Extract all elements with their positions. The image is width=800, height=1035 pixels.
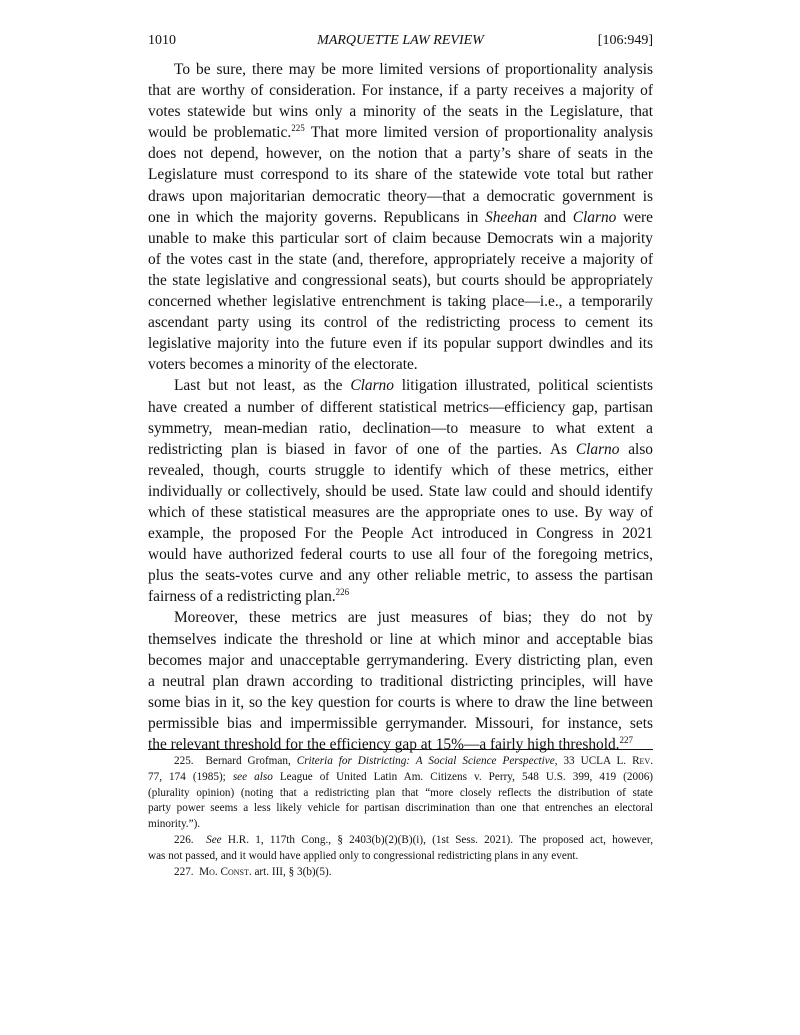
text-run: voters becomes a minority of the electorate. bbox=[148, 356, 418, 374]
text-line bbox=[148, 544, 653, 565]
text-line bbox=[148, 692, 653, 713]
text-run: draws upon majoritarian democratic theory—that a democratic government is bbox=[148, 187, 653, 205]
text-run: Legislature must correspond to its share of the statewide vote total but rather bbox=[148, 166, 653, 184]
text-line bbox=[148, 397, 653, 418]
text-run: . art. III, § 3(b)(5). bbox=[248, 865, 332, 878]
text-run: permissible bias and impermissible gerrymander. Missouri, for instance, sets bbox=[148, 714, 653, 732]
paragraph bbox=[148, 59, 653, 375]
paragraph bbox=[148, 607, 653, 755]
text-line bbox=[148, 565, 653, 586]
text-line bbox=[148, 833, 653, 849]
footnote bbox=[148, 865, 653, 881]
text-run: a neutral plan drawn according to traditional districting principles, will have bbox=[148, 672, 653, 690]
text-line bbox=[148, 502, 653, 523]
footnote-reference: 225 bbox=[291, 123, 305, 134]
body-text bbox=[148, 59, 653, 755]
text-run: revealed, though, courts struggle to identify which of these metrics, either bbox=[148, 461, 653, 479]
text-run: concerned whether legislative entrenchment is taking place—i.e., a temporarily bbox=[148, 293, 653, 311]
text-line bbox=[148, 101, 653, 122]
text-run: symmetry, mean-median ratio, declination—to measure to what extent a bbox=[148, 419, 653, 437]
italic-text: Clarno bbox=[575, 440, 620, 458]
text-line bbox=[148, 817, 653, 833]
text-run: fairness of a redistricting plan. bbox=[148, 588, 336, 606]
italic-text: see also bbox=[232, 770, 273, 783]
text-run: becomes major and unacceptable gerrymandering. Every districting plan, even bbox=[148, 651, 653, 669]
italic-text: Clarno bbox=[350, 377, 394, 395]
text-line bbox=[148, 333, 653, 354]
text-run: That more limited version of proportionality analysis bbox=[304, 124, 653, 142]
text-run: would be problematic. bbox=[148, 124, 292, 142]
italic-text: Sheehan bbox=[485, 208, 538, 226]
text-run: would have authorized federal courts to use all four of the foregoing metrics, bbox=[148, 546, 653, 564]
text-line bbox=[148, 786, 653, 802]
text-run: was not passed, and it would have applied only to congressional redistricting plans in any event. bbox=[148, 849, 579, 862]
text-line bbox=[148, 80, 653, 101]
text-run: the state legislative and congressional seats), but courts should be appropriately bbox=[148, 271, 653, 289]
text-run: the relevant threshold for the efficiency gap at 15%—a fairly high threshold. bbox=[148, 736, 620, 753]
running-header bbox=[148, 33, 653, 53]
text-line bbox=[148, 770, 653, 786]
volume-citation: [106:949] bbox=[597, 33, 653, 48]
text-line bbox=[148, 354, 653, 375]
text-line bbox=[148, 122, 653, 143]
text-line bbox=[148, 249, 653, 270]
text-run: litigation illustrated, political scientists bbox=[393, 377, 653, 395]
footnote-divider bbox=[148, 749, 653, 750]
text-line bbox=[148, 734, 653, 755]
text-run: votes statewide but wins only a minority of the seats in the Legislature, that bbox=[148, 103, 653, 121]
text-run: minority.”). bbox=[148, 818, 201, 831]
small-caps-text: onst bbox=[227, 865, 249, 878]
text-line bbox=[148, 312, 653, 333]
text-run: unable to make this particular sort of claim because Democrats win a majority bbox=[148, 229, 653, 247]
text-line bbox=[148, 481, 653, 502]
footnotes bbox=[148, 754, 653, 880]
text-run: individually or collectively, should be used. State law could and should identify bbox=[148, 482, 653, 500]
footnote bbox=[148, 754, 653, 833]
text-line bbox=[148, 460, 653, 481]
text-line bbox=[148, 629, 653, 650]
text-line bbox=[148, 849, 653, 865]
text-run: that are worthy of consideration. For instance, if a party receives a majority of bbox=[148, 82, 653, 100]
text-line bbox=[148, 164, 653, 185]
italic-text: Criteria for Districting: A Social Science Perspective bbox=[296, 755, 555, 767]
italic-text: Clarno bbox=[572, 208, 617, 226]
text-line bbox=[148, 418, 653, 439]
text-line bbox=[148, 713, 653, 734]
text-line bbox=[148, 270, 653, 291]
text-run: , 33 UCLA L. bbox=[554, 755, 633, 767]
text-line bbox=[148, 228, 653, 249]
text-run: . C bbox=[214, 865, 228, 878]
text-run: some bias in it, so the key question for courts is where to draw the line between bbox=[148, 693, 653, 711]
text-run: Last but not least, as the bbox=[174, 377, 351, 395]
text-run: redistricting plan is biased in favor of one of the parties. As bbox=[148, 440, 576, 458]
text-line bbox=[148, 671, 653, 692]
text-run: party power seems a less likely vehicle for partisan discrimination than one that entrenches an electoral bbox=[148, 802, 653, 815]
text-line bbox=[148, 523, 653, 544]
text-run: which of these statistical measures are the appropriate ones to use. By way of bbox=[148, 503, 653, 521]
footnote-reference: 227 bbox=[619, 735, 634, 745]
text-run: . bbox=[650, 755, 654, 767]
text-line bbox=[148, 143, 653, 164]
small-caps-text: o bbox=[209, 865, 215, 878]
text-run: H.R. 1, 117th Cong., § 2403(b)(2)(B)(i), (1st Sess. 2021). The proposed act, however, bbox=[221, 833, 653, 846]
footnote-number: 226. bbox=[174, 833, 207, 846]
text-line bbox=[148, 586, 653, 607]
page-number: 1010 bbox=[148, 33, 176, 48]
text-line bbox=[148, 650, 653, 671]
text-line bbox=[148, 865, 653, 881]
italic-text: See bbox=[206, 833, 222, 846]
text-run: (plurality opinion) (noting that a redistricting plan that “more closely reflects the distribution of state bbox=[148, 786, 653, 799]
text-run: plus the seats-votes curve and any other reliable metric, to assess the partisan bbox=[148, 567, 653, 585]
footnote-reference: 226 bbox=[335, 587, 350, 598]
text-line bbox=[148, 186, 653, 207]
text-run: legislative majority into the future even if its popular support dwindles and its bbox=[148, 335, 653, 353]
text-run: example, the proposed For the People Act introduced in Congress in 2021 bbox=[148, 525, 653, 543]
text-line bbox=[148, 291, 653, 312]
text-run: 225. Bernard Grofman, bbox=[174, 755, 297, 767]
text-line bbox=[148, 375, 653, 396]
text-run: ascendant party using its control of the redistricting process to cement its bbox=[148, 314, 653, 332]
text-line bbox=[148, 754, 653, 770]
text-line bbox=[148, 59, 653, 80]
small-caps-text: Rev bbox=[632, 755, 651, 767]
text-run: 77, 174 (1985); bbox=[148, 770, 233, 783]
text-run: also bbox=[619, 440, 654, 458]
text-run: 227. M bbox=[174, 865, 210, 878]
text-run: Moreover, these metrics are just measures of bias; they do not by bbox=[174, 609, 653, 627]
text-run: have created a number of different statistical metrics—efficiency gap, partisan bbox=[148, 398, 653, 416]
text-run: were bbox=[616, 208, 653, 226]
text-run: one in which the majority governs. Republicans in bbox=[148, 208, 485, 226]
text-run: does not depend, however, on the notion that a party’s share of seats in the bbox=[148, 145, 653, 163]
text-line bbox=[148, 607, 653, 628]
text-run: of the votes cast in the state (and, therefore, appropriately receive a majority of bbox=[148, 250, 653, 268]
footnote bbox=[148, 833, 653, 865]
text-run: League of United Latin Am. Citizens v. Perry, 548 U.S. 399, 419 (2006) bbox=[272, 770, 654, 783]
text-line bbox=[148, 801, 653, 817]
text-line bbox=[148, 439, 653, 460]
paragraph bbox=[148, 375, 653, 607]
text-run: themselves indicate the threshold or line at which minor and acceptable bias bbox=[148, 630, 653, 648]
text-run: To be sure, there may be more limited versions of proportionality analysis bbox=[174, 61, 653, 78]
text-line bbox=[148, 207, 653, 228]
text-run: and bbox=[537, 208, 573, 226]
journal-title: MARQUETTE LAW REVIEW bbox=[317, 33, 484, 48]
